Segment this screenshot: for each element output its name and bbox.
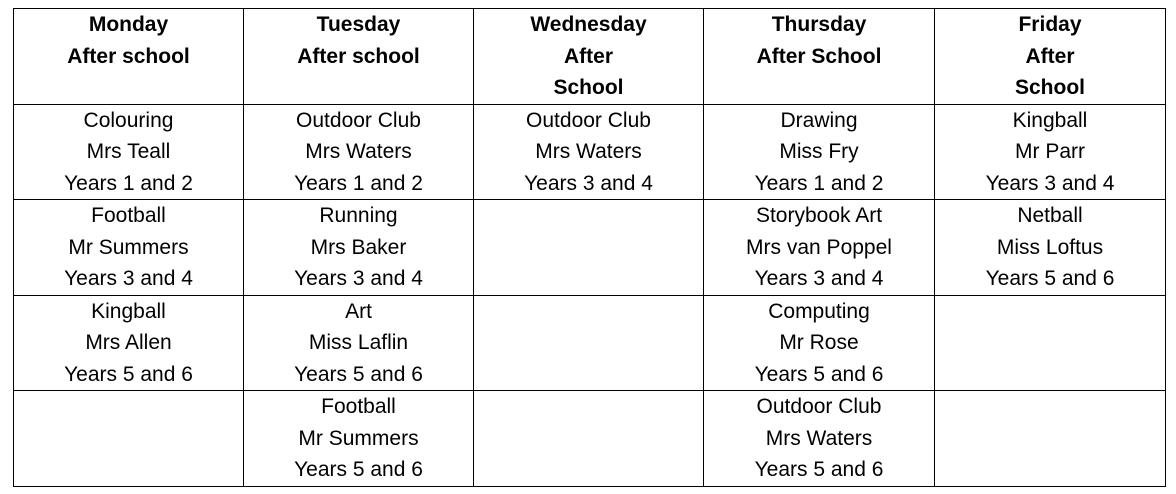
table-row bbox=[14, 391, 1166, 487]
header-time: School bbox=[1014, 76, 1085, 99]
header-row bbox=[14, 9, 1166, 105]
club-years: Years 5 and 6 bbox=[754, 362, 884, 386]
club-activity: Outdoor Club bbox=[756, 395, 882, 418]
club-teacher: Mr Summers bbox=[298, 426, 419, 450]
header-time: After school bbox=[297, 44, 420, 68]
table-row bbox=[14, 104, 1166, 200]
club-teacher: Mrs Baker bbox=[310, 235, 407, 259]
club-years: Years 3 and 4 bbox=[294, 267, 423, 290]
club-cell bbox=[244, 391, 474, 487]
club-activity: Kingball bbox=[91, 299, 166, 323]
header-tuesday bbox=[244, 9, 474, 105]
header-day: Thursday bbox=[771, 13, 867, 36]
header-time: After bbox=[1025, 44, 1075, 68]
club-years: Years 1 and 2 bbox=[64, 171, 193, 195]
club-cell bbox=[244, 200, 474, 296]
club-teacher: Mrs Waters bbox=[535, 140, 642, 163]
club-activity: Art bbox=[345, 299, 372, 323]
club-cell bbox=[935, 104, 1166, 200]
club-years: Years 3 and 4 bbox=[754, 267, 884, 290]
club-teacher: Mrs van Poppel bbox=[746, 235, 892, 259]
header-thursday bbox=[704, 9, 935, 105]
club-teacher: Miss Laflin bbox=[308, 331, 409, 354]
club-teacher: Mrs Waters bbox=[305, 140, 412, 163]
club-activity: Kingball bbox=[1012, 108, 1088, 132]
club-activity: Outdoor Club bbox=[296, 108, 421, 132]
club-activity: Outdoor Club bbox=[526, 108, 651, 132]
club-activity: Football bbox=[91, 204, 166, 227]
club-years: Years 5 and 6 bbox=[294, 362, 423, 386]
club-teacher: Miss Fry bbox=[779, 140, 859, 163]
header-time: After bbox=[563, 44, 613, 68]
club-cell bbox=[704, 295, 935, 391]
empty-cell bbox=[474, 391, 704, 487]
table-row bbox=[14, 200, 1166, 296]
club-cell bbox=[244, 104, 474, 200]
club-years: Years 5 and 6 bbox=[754, 458, 884, 481]
club-cell bbox=[474, 104, 704, 200]
empty-cell bbox=[14, 391, 244, 487]
club-teacher: Mr Parr bbox=[1015, 140, 1085, 163]
club-activity: Netball bbox=[1017, 204, 1083, 227]
club-activity: Running bbox=[319, 204, 398, 227]
club-cell bbox=[14, 295, 244, 391]
header-monday bbox=[14, 9, 244, 105]
club-activity: Colouring bbox=[83, 108, 174, 132]
header-day: Tuesday bbox=[316, 13, 401, 36]
club-years: Years 5 and 6 bbox=[294, 458, 423, 481]
header-day: Monday bbox=[88, 13, 169, 36]
club-cell bbox=[14, 200, 244, 296]
club-teacher: Mr Rose bbox=[779, 331, 859, 354]
club-teacher: Mr Summers bbox=[68, 235, 189, 259]
club-activity: Storybook Art bbox=[755, 204, 883, 227]
club-years: Years 5 and 6 bbox=[985, 267, 1115, 290]
header-wednesday bbox=[474, 9, 704, 105]
header-day: Friday bbox=[1018, 13, 1082, 36]
club-cell bbox=[14, 104, 244, 200]
club-teacher: Mrs Allen bbox=[85, 331, 172, 354]
club-years: Years 3 and 4 bbox=[64, 267, 193, 290]
club-years: Years 3 and 4 bbox=[524, 171, 653, 195]
empty-cell bbox=[935, 295, 1166, 391]
club-years: Years 1 and 2 bbox=[294, 171, 423, 195]
club-cell bbox=[244, 295, 474, 391]
header-day: Wednesday bbox=[530, 13, 647, 36]
club-teacher: Mrs Waters bbox=[765, 426, 873, 450]
header-time: After school bbox=[67, 44, 190, 68]
header-friday bbox=[935, 9, 1166, 105]
header-time: School bbox=[553, 76, 624, 99]
club-cell bbox=[704, 391, 935, 487]
club-cell bbox=[935, 200, 1166, 296]
club-years: Years 3 and 4 bbox=[985, 171, 1115, 195]
empty-cell bbox=[474, 295, 704, 391]
club-teacher: Mrs Teall bbox=[86, 140, 171, 163]
empty-cell bbox=[935, 391, 1166, 487]
table-row bbox=[14, 295, 1166, 391]
club-teacher: Miss Loftus bbox=[996, 235, 1104, 259]
club-activity: Football bbox=[321, 395, 396, 418]
club-cell bbox=[704, 200, 935, 296]
empty-cell bbox=[474, 200, 704, 296]
header-time: After School bbox=[756, 44, 882, 68]
club-years: Years 5 and 6 bbox=[64, 362, 193, 386]
club-cell bbox=[704, 104, 935, 200]
after-school-clubs-table bbox=[13, 8, 1166, 487]
club-activity: Computing bbox=[768, 299, 870, 323]
club-activity: Drawing bbox=[780, 108, 858, 132]
club-years: Years 1 and 2 bbox=[754, 171, 884, 195]
